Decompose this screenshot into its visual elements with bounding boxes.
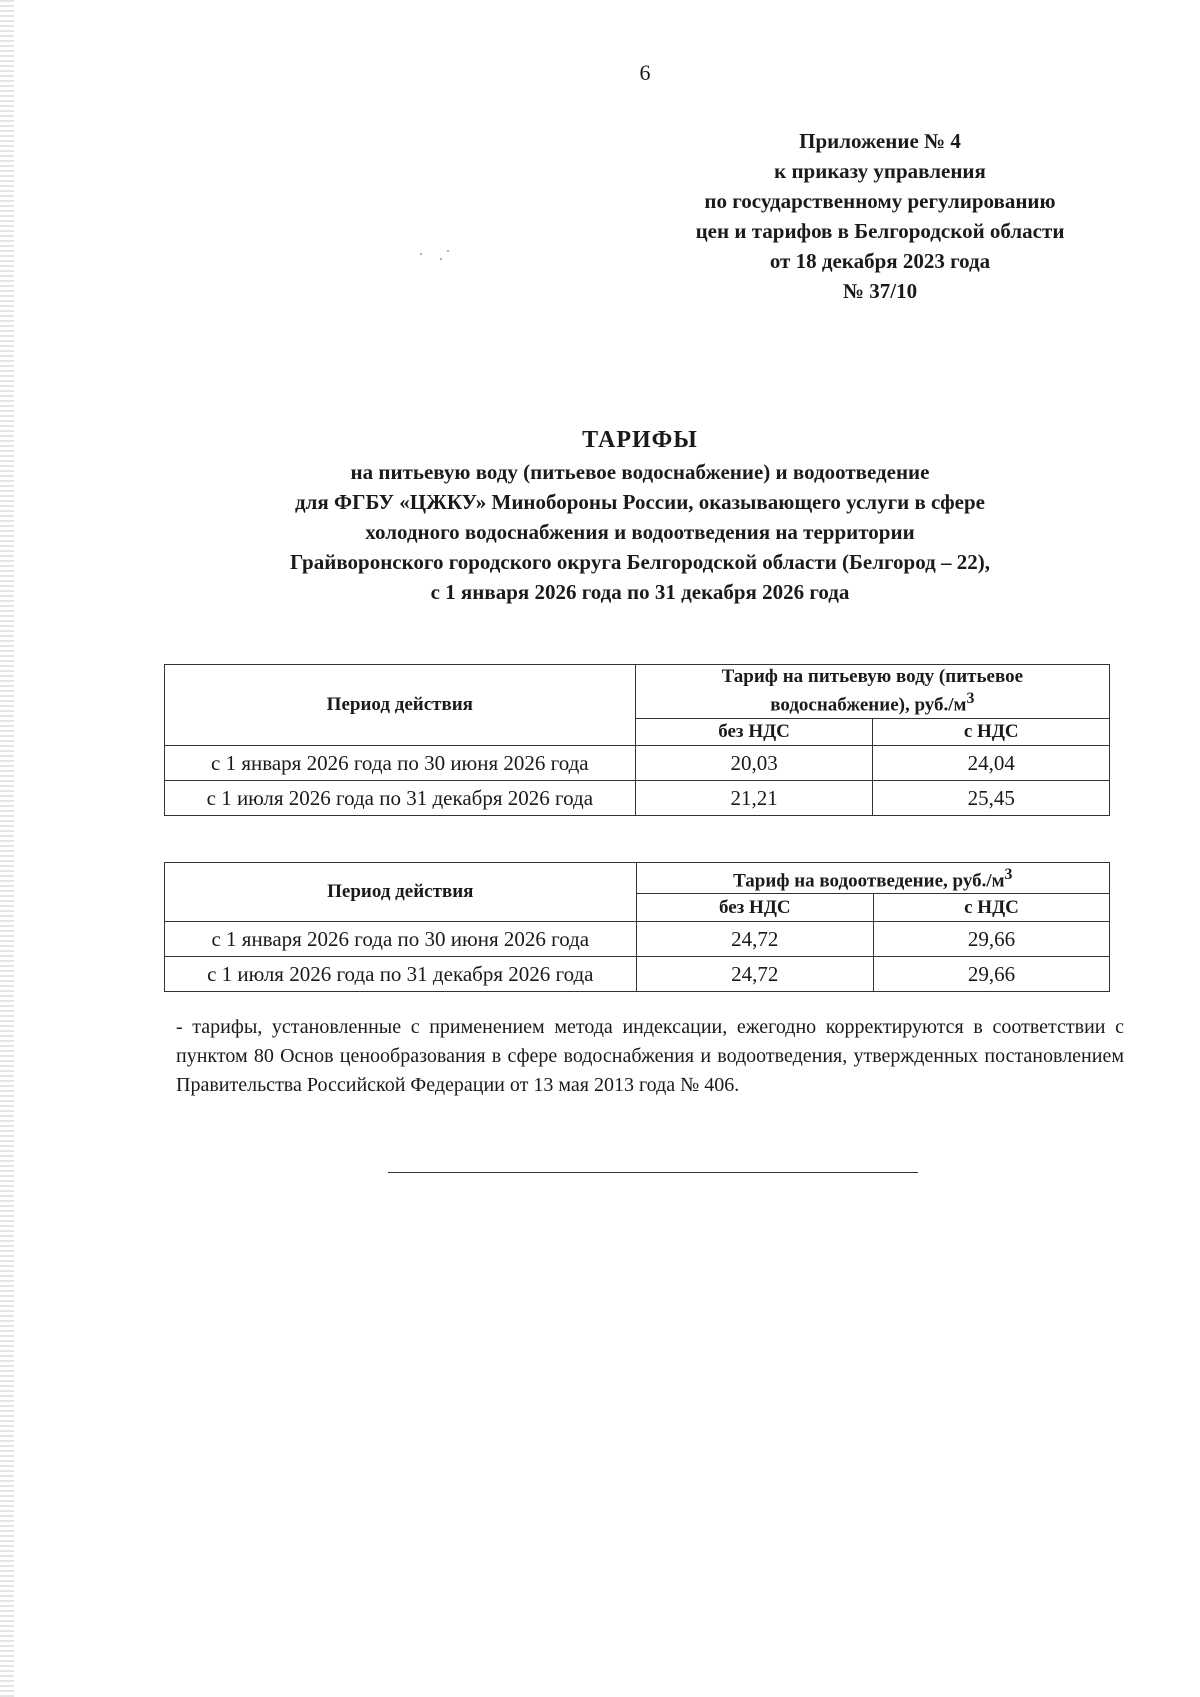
title-line: холодного водоснабжения и водоотведения на территории (365, 520, 915, 544)
vat-cell: 29,66 (873, 922, 1109, 957)
scan-speck (447, 250, 449, 252)
scan-speck (440, 258, 442, 260)
period-cell: с 1 июля 2026 года по 31 декабря 2026 года (165, 781, 636, 816)
header-line: Тариф на водоотведение, руб./м (733, 870, 1005, 892)
scan-edge-artifact (0, 0, 14, 1697)
unit-superscript: 3 (1004, 865, 1013, 883)
col-no-vat: без НДС (635, 718, 873, 745)
period-cell: с 1 июля 2026 года по 31 декабря 2026 года (165, 957, 637, 992)
drainage-tariff-header (636, 863, 1109, 894)
appendix-line: по государственному регулированию (704, 189, 1056, 213)
appendix-line: от 18 декабря 2023 года (769, 249, 991, 273)
appendix-line: к приказу управления (774, 159, 986, 183)
col-vat: с НДС (873, 894, 1109, 922)
appendix-line: № 37/10 (842, 279, 918, 303)
header-line: Тариф на питьевую воду (питьевое (721, 666, 1024, 688)
table-row (165, 746, 1110, 781)
table-row (165, 922, 1110, 957)
table-header-row (165, 863, 1110, 894)
col-no-vat: без НДС (636, 894, 873, 922)
vat-cell: 24,04 (873, 746, 1110, 781)
title-line: с 1 января 2026 года по 31 декабря 2026 года (430, 580, 850, 604)
no-vat-cell: 24,72 (636, 957, 873, 992)
water-tariff-header (635, 665, 1109, 719)
table-row (165, 781, 1110, 816)
title-line: на питьевую воду (питьевое водоснабжение) и водоотведение (350, 460, 930, 484)
document-title (160, 425, 1120, 607)
table-row (165, 957, 1110, 992)
title-line: для ФГБУ «ЦЖКУ» Минобороны России, оказывающего услуги в сфере (295, 490, 985, 514)
vat-cell: 25,45 (873, 781, 1110, 816)
unit-superscript: 3 (966, 690, 975, 708)
water-tariff-table (164, 664, 1110, 816)
main-title: ТАРИФЫ (582, 427, 698, 453)
no-vat-cell: 24,72 (636, 922, 873, 957)
vat-cell: 29,66 (873, 957, 1109, 992)
end-divider (388, 1172, 918, 1173)
period-cell: с 1 января 2026 года по 30 июня 2026 года (165, 922, 637, 957)
appendix-line: Приложение № 4 (799, 129, 961, 153)
drainage-tariff-table (164, 862, 1110, 992)
appendix-block (620, 126, 1140, 306)
col-vat: с НДС (873, 718, 1110, 745)
footnote: - тарифы, установленные с применением метода индексации, ежегодно корректируются в соответствии с пунктом 80 Основ ценообразования в сфере водоснабжения и водоотведения, утвержденных постановлением Правительства Российской Федерации от 13 мая 2013 года № 406. (176, 1016, 1124, 1096)
period-header: Период действия (165, 665, 636, 746)
period-header: Период действия (165, 863, 637, 922)
appendix-line: цен и тарифов в Белгородской области (695, 219, 1065, 243)
table-header-row (165, 665, 1110, 719)
title-line: Грайворонского городского округа Белгородской области (Белгород – 22), (290, 550, 990, 574)
scan-speck (420, 253, 422, 255)
no-vat-cell: 21,21 (635, 781, 873, 816)
header-line: водоснабжение), руб./м (770, 694, 967, 716)
period-cell: с 1 января 2026 года по 30 июня 2026 года (165, 746, 636, 781)
page-number: 6 (639, 60, 651, 85)
no-vat-cell: 20,03 (635, 746, 873, 781)
